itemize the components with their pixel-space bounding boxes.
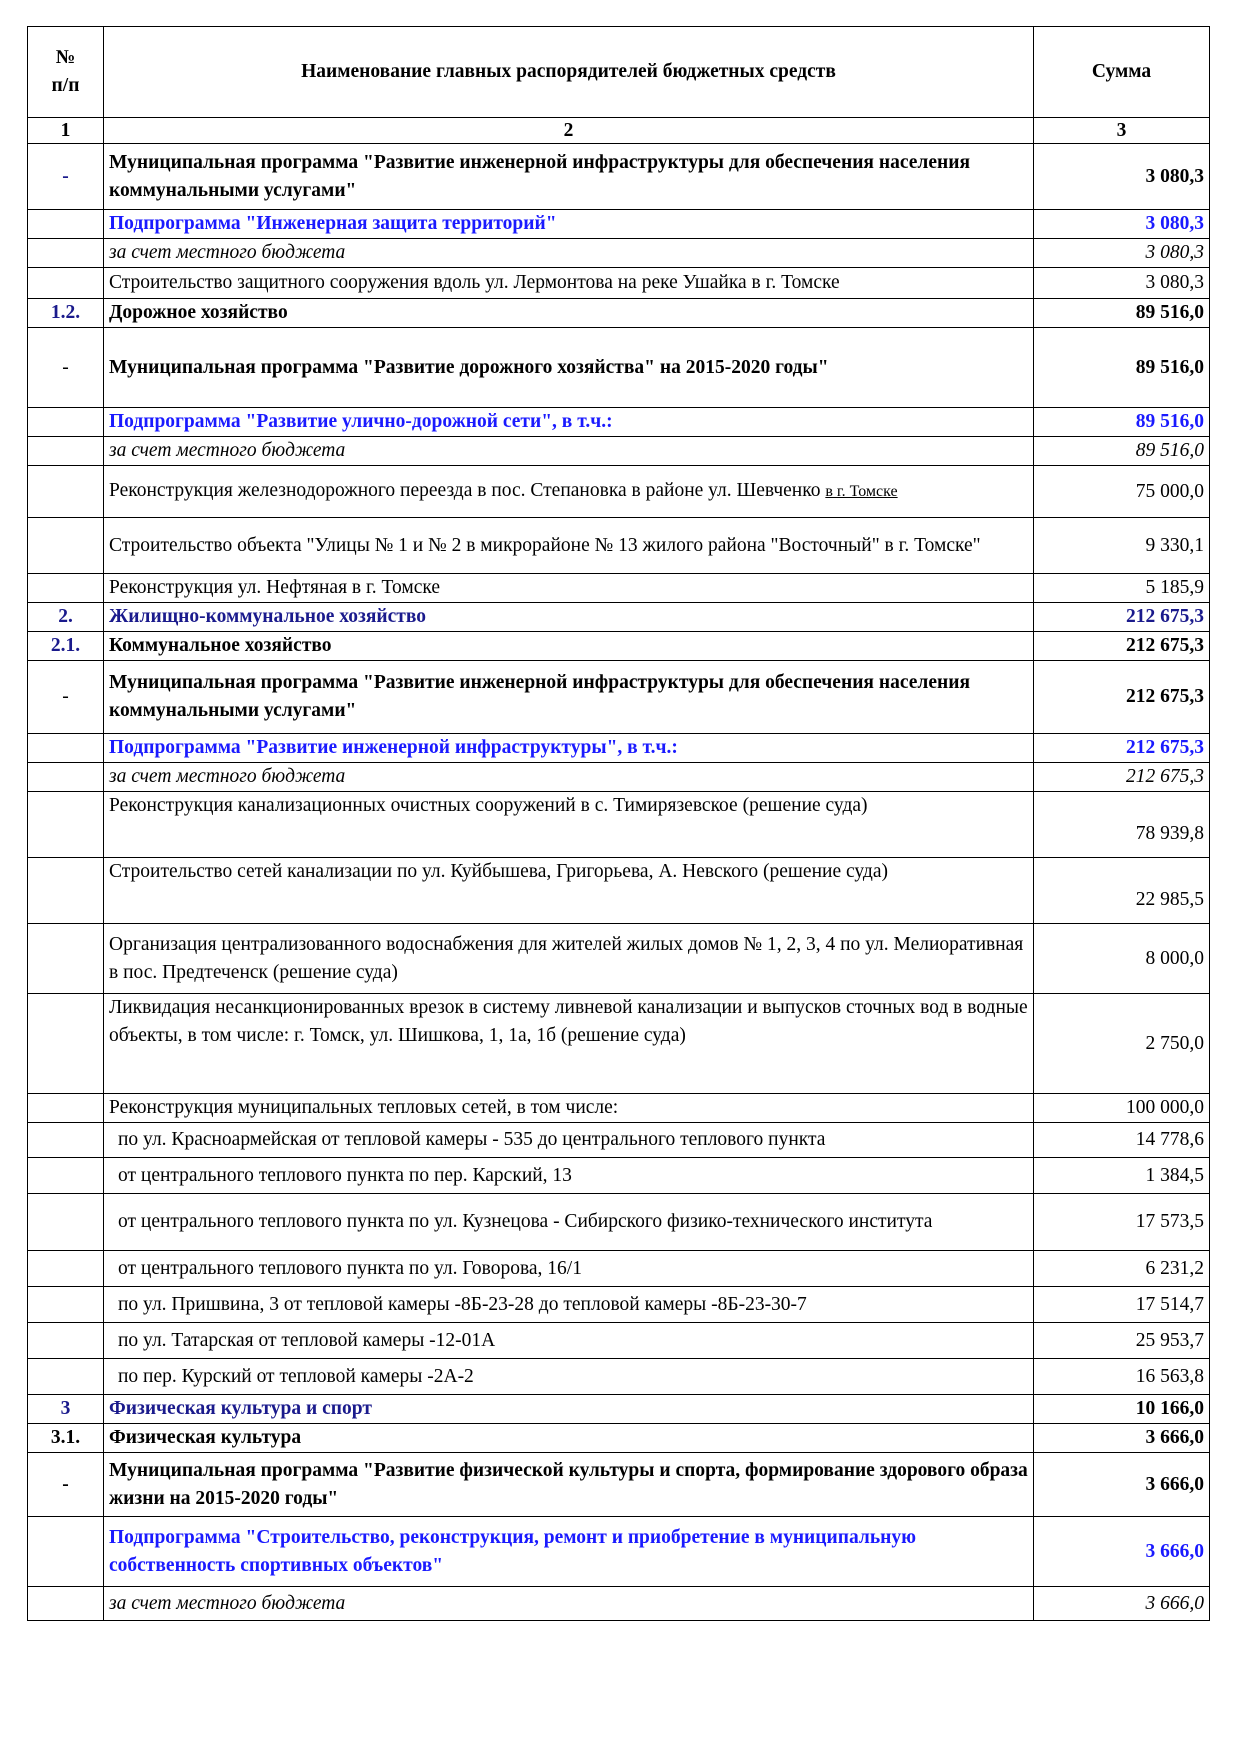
row-name: Подпрограмма "Инженерная защита территорий": [104, 210, 1034, 239]
row-sum: 100 000,0: [1034, 1094, 1210, 1123]
row-num: [28, 408, 104, 437]
row-sum: 9 330,1: [1034, 518, 1210, 574]
row-sum: 3 080,3: [1034, 210, 1210, 239]
index-1: 1: [28, 118, 104, 144]
row-sum: 3 666,0: [1034, 1424, 1210, 1453]
row-num: 3: [28, 1395, 104, 1424]
table-row: [28, 1287, 1210, 1323]
table-row: [28, 603, 1210, 632]
table-row: [28, 408, 1210, 437]
row-sum: 89 516,0: [1034, 437, 1210, 466]
row-name: Подпрограмма "Строительство, реконструкция, ремонт и приобретение в муниципальную собственность спортивных объектов": [104, 1517, 1034, 1587]
table-row: [28, 792, 1210, 858]
index-2: 2: [104, 118, 1034, 144]
row-name-text: Реконструкция железнодорожного переезда в пос. Степановка в районе ул. Шевченко: [109, 480, 821, 501]
row-name: за счет местного бюджета: [104, 1587, 1034, 1621]
row-name: за счет местного бюджета: [104, 437, 1034, 466]
row-num: [28, 239, 104, 268]
row-sum: 75 000,0: [1034, 466, 1210, 518]
row-name: [104, 466, 1034, 518]
row-num: 3.1.: [28, 1424, 104, 1453]
table-row: [28, 299, 1210, 328]
row-num: [28, 1359, 104, 1395]
row-name: Реконструкция канализационных очистных сооружений в с. Тимирязевское (решение суда): [104, 792, 1034, 858]
row-num: [28, 268, 104, 299]
row-sum: 78 939,8: [1034, 792, 1210, 858]
header-num: № п/п: [28, 27, 104, 118]
row-name: Реконструкция муниципальных тепловых сетей, в том числе:: [104, 1094, 1034, 1123]
row-name: Подпрограмма "Развитие инженерной инфраструктуры", в т.ч.:: [104, 734, 1034, 763]
row-name: от центрального теплового пункта по ул. Говорова, 16/1: [104, 1251, 1034, 1287]
table-row: [28, 1517, 1210, 1587]
index-row: [28, 118, 1210, 144]
row-name: Муниципальная программа "Развитие инженерной инфраструктуры для обеспечения населения коммунальными услугами": [104, 661, 1034, 734]
row-sum: 1 384,5: [1034, 1158, 1210, 1194]
row-name: за счет местного бюджета: [104, 763, 1034, 792]
row-num: [28, 574, 104, 603]
table-row: [28, 1395, 1210, 1424]
row-sum: 212 675,3: [1034, 632, 1210, 661]
row-num: [28, 210, 104, 239]
row-num: [28, 792, 104, 858]
row-sum: 3 080,3: [1034, 144, 1210, 210]
table-row: [28, 328, 1210, 408]
row-num: [28, 1517, 104, 1587]
table-row: [28, 858, 1210, 924]
row-num: 2.1.: [28, 632, 104, 661]
row-sum: 6 231,2: [1034, 1251, 1210, 1287]
row-num: [28, 858, 104, 924]
row-sum: 14 778,6: [1034, 1123, 1210, 1158]
row-sum: 17 514,7: [1034, 1287, 1210, 1323]
header-name: Наименование главных распорядителей бюджетных средств: [104, 27, 1034, 118]
table-row: [28, 466, 1210, 518]
header-row: [28, 27, 1210, 118]
row-num: -: [28, 328, 104, 408]
row-name: Реконструкция ул. Нефтяная в г. Томске: [104, 574, 1034, 603]
row-sum: 10 166,0: [1034, 1395, 1210, 1424]
row-num: 2.: [28, 603, 104, 632]
row-sum: 212 675,3: [1034, 603, 1210, 632]
row-name: Организация централизованного водоснабжения для жителей жилых домов № 1, 2, 3, 4 по ул. Мелиоративная в пос. Предтеченск (решение суда): [104, 924, 1034, 994]
row-num: [28, 994, 104, 1094]
row-num: [28, 763, 104, 792]
row-num: [28, 1251, 104, 1287]
table-row: [28, 437, 1210, 466]
table-row: [28, 994, 1210, 1094]
table-row: [28, 924, 1210, 994]
row-name: от центрального теплового пункта по пер. Карский, 13: [104, 1158, 1034, 1194]
table-row: [28, 1587, 1210, 1621]
table-row: [28, 268, 1210, 299]
row-num: [28, 518, 104, 574]
row-num: [28, 1158, 104, 1194]
row-sum: 89 516,0: [1034, 328, 1210, 408]
row-sum: 3 666,0: [1034, 1453, 1210, 1517]
row-sum: 16 563,8: [1034, 1359, 1210, 1395]
row-num: -: [28, 144, 104, 210]
table-row: [28, 1094, 1210, 1123]
row-sum: 8 000,0: [1034, 924, 1210, 994]
table-row: [28, 1123, 1210, 1158]
row-name: по ул. Татарская от тепловой камеры -12-01А: [104, 1323, 1034, 1359]
row-num: [28, 924, 104, 994]
row-name: Ликвидация несанкционированных врезок в систему ливневой канализации и выпусков сточных вод в водные объекты, в том числе: г. Томск, ул. Шишкова, 1, 1а, 1б (решение суда): [104, 994, 1034, 1094]
table-row: [28, 1424, 1210, 1453]
row-num: [28, 1094, 104, 1123]
budget-table: [27, 26, 1210, 1621]
table-row: [28, 239, 1210, 268]
index-3: 3: [1034, 118, 1210, 144]
table-row: [28, 632, 1210, 661]
table-row: [28, 1323, 1210, 1359]
row-sum: 3 666,0: [1034, 1587, 1210, 1621]
row-sum: 212 675,3: [1034, 734, 1210, 763]
row-sum: 2 750,0: [1034, 994, 1210, 1094]
row-name: Строительство защитного сооружения вдоль ул. Лермонтова на реке Ушайка в г. Томске: [104, 268, 1034, 299]
row-name: от центрального теплового пункта по ул. Кузнецова - Сибирского физико-технического института: [104, 1194, 1034, 1251]
row-num: [28, 1123, 104, 1158]
row-num: -: [28, 1453, 104, 1517]
row-name: за счет местного бюджета: [104, 239, 1034, 268]
row-name: по ул. Пришвина, 3 от тепловой камеры -8Б-23-28 до тепловой камеры -8Б-23-30-7: [104, 1287, 1034, 1323]
row-name: Жилищно-коммунальное хозяйство: [104, 603, 1034, 632]
table-row: [28, 1359, 1210, 1395]
table-row: [28, 1453, 1210, 1517]
row-num: 1.2.: [28, 299, 104, 328]
row-num: [28, 437, 104, 466]
row-sum: 89 516,0: [1034, 299, 1210, 328]
row-name: Строительство сетей канализации по ул. Куйбышева, Григорьева, А. Невского (решение суда): [104, 858, 1034, 924]
row-name: Муниципальная программа "Развитие физической культуры и спорта, формирование здорового образа жизни на 2015-2020 годы": [104, 1453, 1034, 1517]
row-name: по пер. Курский от тепловой камеры -2А-2: [104, 1359, 1034, 1395]
row-num: -: [28, 661, 104, 734]
table-row: [28, 210, 1210, 239]
row-name: Муниципальная программа "Развитие дорожного хозяйства" на 2015-2020 годы": [104, 328, 1034, 408]
header-sum: Сумма: [1034, 27, 1210, 118]
table-row: [28, 1251, 1210, 1287]
row-num: [28, 1587, 104, 1621]
row-sum: 3 080,3: [1034, 268, 1210, 299]
row-num: [28, 1287, 104, 1323]
row-num: [28, 1323, 104, 1359]
table-row: [28, 518, 1210, 574]
row-name: Физическая культура: [104, 1424, 1034, 1453]
row-name: Коммунальное хозяйство: [104, 632, 1034, 661]
row-sum: 25 953,7: [1034, 1323, 1210, 1359]
table-row: [28, 1194, 1210, 1251]
table-row: [28, 1158, 1210, 1194]
row-sum: 22 985,5: [1034, 858, 1210, 924]
row-sum: 89 516,0: [1034, 408, 1210, 437]
row-sum: 212 675,3: [1034, 661, 1210, 734]
row-num: [28, 734, 104, 763]
row-sum: 3 080,3: [1034, 239, 1210, 268]
row-sum: 212 675,3: [1034, 763, 1210, 792]
table-row: [28, 574, 1210, 603]
row-name: Строительство объекта "Улицы № 1 и № 2 в микрорайоне № 13 жилого района "Восточный" в г. Томске": [104, 518, 1034, 574]
row-num: [28, 466, 104, 518]
row-name: Подпрограмма "Развитие улично-дорожной сети", в т.ч.:: [104, 408, 1034, 437]
row-name: по ул. Красноармейская от тепловой камеры - 535 до центрального теплового пункта: [104, 1123, 1034, 1158]
row-name: Дорожное хозяйство: [104, 299, 1034, 328]
table-row: [28, 734, 1210, 763]
row-sum: 3 666,0: [1034, 1517, 1210, 1587]
row-name: Муниципальная программа "Развитие инженерной инфраструктуры для обеспечения населения коммунальными услугами": [104, 144, 1034, 210]
row-num: [28, 1194, 104, 1251]
table-row: [28, 661, 1210, 734]
row-name: Физическая культура и спорт: [104, 1395, 1034, 1424]
table-row: [28, 763, 1210, 792]
row-sum: 5 185,9: [1034, 574, 1210, 603]
table-row: [28, 144, 1210, 210]
row-name-suffix: в г. Томске: [825, 483, 898, 500]
row-sum: 17 573,5: [1034, 1194, 1210, 1251]
